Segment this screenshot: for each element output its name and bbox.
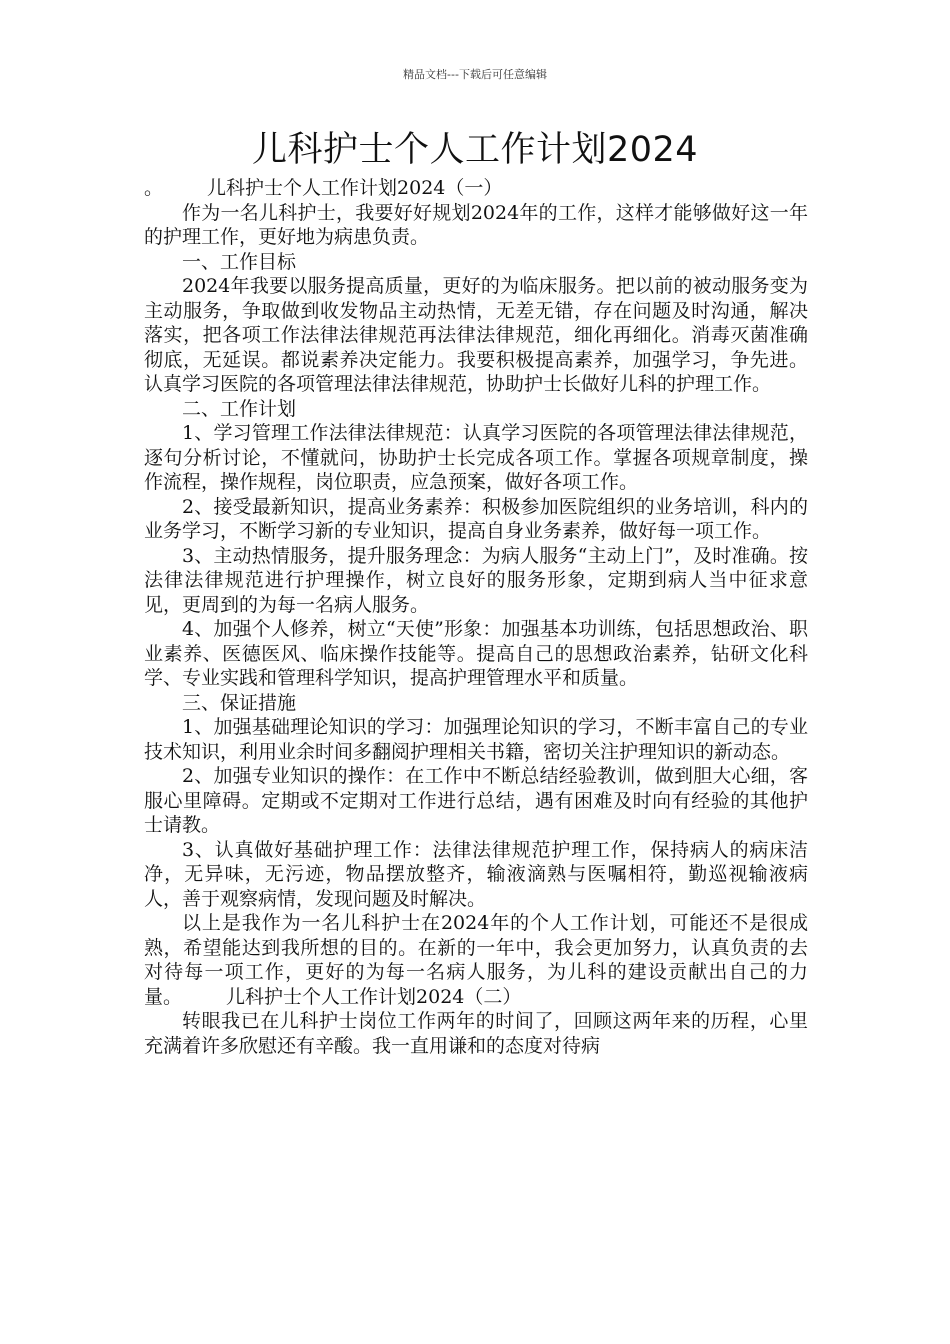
paragraph-measure-2: 2、加强专业知识的操作：在工作中不断总结经验教训，做到胆大心细，客服心里障碍。定期或不定期对工作进行总结，遇有困难及时向有经验的其他护士请教。 (144, 765, 808, 836)
document-body (144, 176, 808, 1058)
subtitle-2: 儿科护士个人工作计划2024（二） (226, 985, 522, 1008)
paragraph-measure-1: 1、加强基础理论知识的学习：加强理论知识的学习，不断丰富自己的专业技术知识，利用业余时间多翻阅护理相关书籍，密切关注护理知识的新动态。 (144, 716, 808, 763)
section-heading-measures: 三、保证措施 (182, 691, 297, 714)
section-heading-plan: 二、工作计划 (182, 397, 297, 420)
closing-text: 以上是我作为一名儿科护士在2024年的个人工作计划，可能还不是很成熟，希望能达到我所想的目的。在新的一年中，我会更加努力，认真负责的去对待每一项工作，更好的为每一名病人服务，为儿科的建设贡献出自己的力量。 (144, 912, 808, 1008)
document-title: 儿科护士个人工作计划2024 (251, 130, 699, 170)
paragraph-goals: 2024年我要以服务提高质量，更好的为临床服务。把以前的被动服务变为主动服务，争取做到收发物品主动热情，无差无错，存在问题及时沟通，解决落实，把各项工作法律法律规范再法律法律规范，细化再细化。消毒灭菌准确彻底，无延误。都说素养决定能力。我要积极提高素养，加强学习，争先进。认真学习医院的各项管理法律法律规范，协助护士长做好儿科的护理工作。 (144, 275, 808, 395)
subtitle-1: 儿科护士个人工作计划2024（一） (207, 177, 503, 199)
subtitle-line (144, 176, 808, 201)
section-heading-goals: 一、工作目标 (182, 250, 297, 273)
paragraph-plan-3: 3、主动热情服务，提升服务理念：为病人服务“主动上门”，及时准确。按法律法律规范进行护理操作，树立良好的服务形象，定期到病人当中征求意见，更周到的为每一名病人服务。 (144, 544, 808, 616)
paragraph-plan-2: 2、接受最新知识，提高业务素养：积极参加医院组织的业务培训，科内的业务学习，不断学习新的专业知识，提高自身业务素养，做好每一项工作。 (144, 495, 808, 542)
paragraph-intro: 作为一名儿科护士，我要好好规划2024年的工作，这样才能够做好这一年的护理工作，更好地为病患负责。 (144, 201, 808, 248)
paragraph-plan-4: 4、加强个人修养，树立“天使”形象：加强基本功训练，包括思想政治、职业素养、医德医风、临床操作技能等。提高自己的思想政治素养，钻研文化科学、专业实践和管理科学知识，提高护理管理水平和质量。 (144, 618, 808, 689)
header-note: 精品文档---下载后可任意编辑 (403, 68, 547, 81)
paragraph-plan-1: 1、学习管理工作法律法律规范：认真学习医院的各项管理法律法律规范，逐句分析讨论，不懂就问，协助护士长完成各项工作。掌握各项规章制度，操作流程，操作规程，岗位职责，应急预案，做好各项工作。 (144, 422, 808, 493)
paragraph-closing (144, 911, 808, 1009)
lead-mark: 。 (144, 177, 164, 199)
paragraph-final: 转眼我已在儿科护士岗位工作两年的时间了，回顾这两年来的历程，心里充满着许多欣慰还有辛酸。我一直用谦和的态度对待病 (144, 1010, 808, 1057)
paragraph-measure-3: 3、认真做好基础护理工作：法律法律规范护理工作，保持病人的病床洁净，无异味，无污迹，物品摆放整齐，输液滴熟与医嘱相符，勤巡视输液病人，善于观察病情，发现问题及时解决。 (144, 838, 808, 910)
